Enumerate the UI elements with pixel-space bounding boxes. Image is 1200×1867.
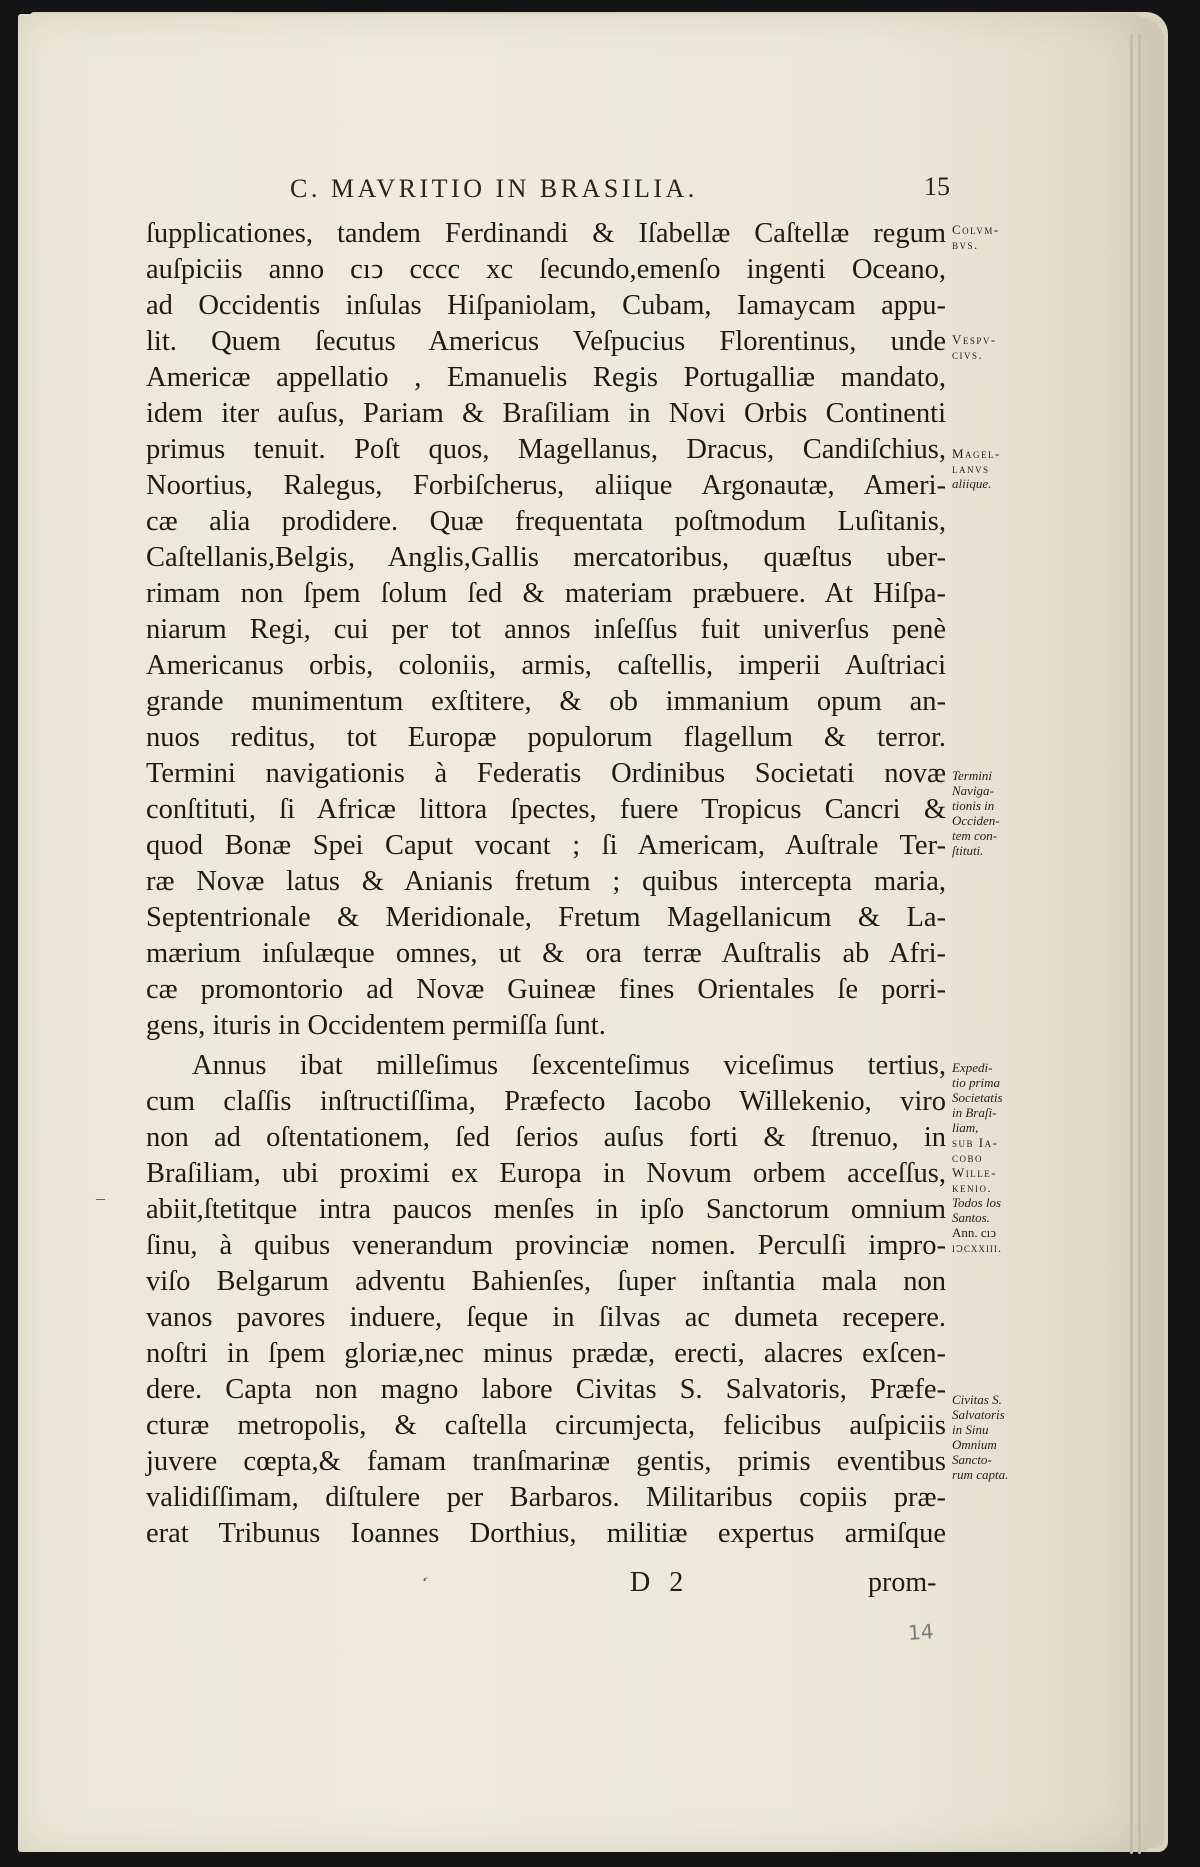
- text-line: Annus ibat milleſimus ſexcenteſimus viceſimus tertius,: [192, 1050, 946, 1081]
- margin-note-line: Todos los: [952, 1195, 1002, 1210]
- text-line: cæ promontorio ad Novæ Guineæ fines Orientales ſe porri-: [146, 974, 946, 1005]
- margin-note-civitas: [952, 1392, 1022, 1482]
- pencil-folio-number: 14: [907, 1619, 935, 1645]
- margin-note-expeditio: [952, 1060, 1022, 1255]
- margin-note-line: Termini: [952, 768, 992, 783]
- margin-note-line: bvs.: [952, 237, 979, 252]
- text-line: non ad oſtentationem, ſed ſerios auſus forti & ſtrenuo, in: [146, 1122, 946, 1153]
- margin-note-line: cobo: [952, 1150, 984, 1165]
- catchword: prom-: [868, 1567, 937, 1598]
- margin-note-line: tem con-: [952, 828, 998, 843]
- text-line: Termini navigationis à Federatis Ordinibus Societati novæ: [146, 758, 946, 789]
- text-line: Americanus orbis, coloniis, armis, caſtellis, imperii Auſtriaci: [146, 650, 946, 681]
- margin-note-line: aliique.: [952, 476, 992, 491]
- margin-note-line: Colvm-: [952, 222, 1000, 237]
- text-line: erat Tribunus Ioannes Dorthius, militiæ expertus armiſque: [146, 1518, 946, 1549]
- margin-note-line: Santos.: [952, 1210, 990, 1225]
- text-line: conſtituti, ſi Africæ littora ſpectes, fuere Tropicus Cancri &: [146, 794, 946, 825]
- text-line: Septentrionale & Meridionale, Fretum Magellanicum & La-: [146, 902, 946, 933]
- text-line: grande munimentum exſtitere, & ob immanium opum an-: [146, 686, 946, 717]
- text-line: quod Bonæ Spei Caput vocant ; ſi Americam, Auſtrale Ter-: [146, 830, 946, 861]
- margin-note-line: Wille-: [952, 1165, 998, 1180]
- margin-note-line: tio prima: [952, 1075, 1001, 1090]
- text-line: Americæ appellatio , Emanuelis Regis Portugalliæ mandato,: [146, 362, 946, 393]
- margin-note-line: kenio.: [952, 1180, 993, 1195]
- text-line: gens, ituris in Occidentem permiſſa ſunt.: [146, 1010, 606, 1041]
- page-header: [290, 170, 950, 210]
- margin-note-line: Expedi-: [952, 1060, 993, 1075]
- margin-note-line: Sancto-: [952, 1452, 992, 1467]
- text-line: cturæ metropolis, & caſtella circumjecta, felicibus auſpiciis: [146, 1410, 946, 1441]
- margin-note-line: liam,: [952, 1120, 979, 1135]
- text-line: Braſiliam, ubi proximi ex Europa in Novum orbem acceſſus,: [146, 1158, 946, 1189]
- text-line: idem iter auſus, Pariam & Braſiliam in Novi Orbis Continenti: [146, 398, 946, 429]
- margin-note-line: Civitas S.: [952, 1392, 1002, 1407]
- page-number: 15: [924, 172, 950, 201]
- margin-note-line: Societatis: [952, 1090, 1003, 1105]
- text-line: cum claſſis inſtructiſſima, Præfecto Iacobo Willekenio, viro: [146, 1086, 946, 1117]
- text-line: niarum Regi, cui per tot annos inſeſſus fuit univerſus penè: [146, 614, 946, 645]
- stray-ink-mark: –: [96, 1188, 105, 1208]
- text-line: ad Occidentis inſulas Hiſpaniolam, Cubam, Iamaycam appu-: [146, 290, 946, 321]
- margin-note-line: in Sinu: [952, 1422, 989, 1437]
- margin-note-line: tionis in: [952, 798, 995, 813]
- text-line: ſupplicationes, tandem Ferdinandi & Iſabellæ Caſtellæ regum: [146, 218, 946, 249]
- margin-note-line: civs.: [952, 347, 984, 362]
- margin-note-vespucius: [952, 332, 1022, 362]
- text-line: viſo Belgarum adventu Bahienſes, ſuper inſtantia mala non: [146, 1266, 946, 1297]
- running-title: C. MAVRITIO IN BRASILIA.: [290, 174, 698, 203]
- signature-mark: D 2: [630, 1567, 690, 1598]
- text-line: rimam non ſpem ſolum ſed & materiam præbuere. At Hiſpa-: [146, 578, 946, 609]
- margin-note-line: ıↄcxxiii.: [952, 1240, 1003, 1255]
- stray-ink-mark: ‘: [415, 1572, 432, 1593]
- text-line: lit. Quem ſecutus Americus Veſpucius Florentinus, unde: [146, 326, 946, 357]
- text-line: primus tenuit. Poſt quos, Magellanus, Dracus, Candiſchius,: [146, 434, 946, 465]
- text-line: noſtri in ſpem gloriæ,nec minus prædæ, erecti, alacres exſcen-: [146, 1338, 946, 1369]
- text-line: Noortius, Ralegus, Forbiſcherus, aliique Argonautæ, Ameri-: [146, 470, 946, 501]
- page-edge-line: [1130, 34, 1133, 1854]
- margin-note-columbus: [952, 222, 1022, 252]
- text-line: dere. Capta non magno labore Civitas S. Salvatoris, Præfe-: [146, 1374, 946, 1405]
- text-line: validiſſimam, diſtulere per Barbaros. Militaribus copiis præ-: [146, 1482, 946, 1513]
- margin-note-line: Naviga-: [952, 783, 994, 798]
- margin-note-line: Vespv-: [952, 332, 997, 347]
- margin-note-magellanus: [952, 446, 1022, 491]
- margin-note-line: in Braſi-: [952, 1105, 997, 1120]
- margin-note-line: ſub Ia-: [952, 1135, 999, 1150]
- margin-note-line: rum capta.: [952, 1467, 1009, 1482]
- margin-note-line: lanvs: [952, 461, 990, 476]
- margin-note-line: Omnium: [952, 1437, 997, 1452]
- text-line: juvere cœpta,& famam tranſmarinæ gentis, primis eventibus: [146, 1446, 946, 1477]
- margin-note-line: ſtituti.: [952, 843, 984, 858]
- text-line: abiit,ſtetitque intra paucos menſes in ipſo Sanctorum omnium: [146, 1194, 946, 1225]
- page-edge-line: [1138, 34, 1141, 1854]
- margin-note-termini: [952, 768, 1022, 858]
- text-line: cæ alia prodidere. Quæ frequentata poſtmodum Luſitanis,: [146, 506, 946, 537]
- margin-note-line: Ann. cıↄ: [952, 1225, 997, 1240]
- text-line: Caſtellanis,Belgis, Anglis,Gallis mercatoribus, quæſtus uber-: [146, 542, 946, 573]
- main-text-block: [146, 216, 946, 1552]
- text-line: ſinu, à quibus venerandum provinciæ nomen. Perculſi impro-: [146, 1230, 946, 1261]
- margin-note-line: Occiden-: [952, 813, 1000, 828]
- text-line: auſpiciis anno cıↄ cccc xc ſecundo,emenſo ingenti Oceano,: [146, 254, 946, 285]
- margin-note-line: Magel-: [952, 446, 1001, 461]
- text-line: ræ Novæ latus & Anianis fretum ; quibus intercepta maria,: [146, 866, 946, 897]
- text-line: vanos pavores induere, ſeque in ſilvas ac dumeta recepere.: [146, 1302, 946, 1333]
- text-line: nuos reditus, tot Europæ populorum flagellum & terror.: [146, 722, 946, 753]
- margin-note-line: Salvatoris: [952, 1407, 1005, 1422]
- text-line: mærium inſulæque omnes, ut & ora terræ Auſtralis ab Afri-: [146, 938, 946, 969]
